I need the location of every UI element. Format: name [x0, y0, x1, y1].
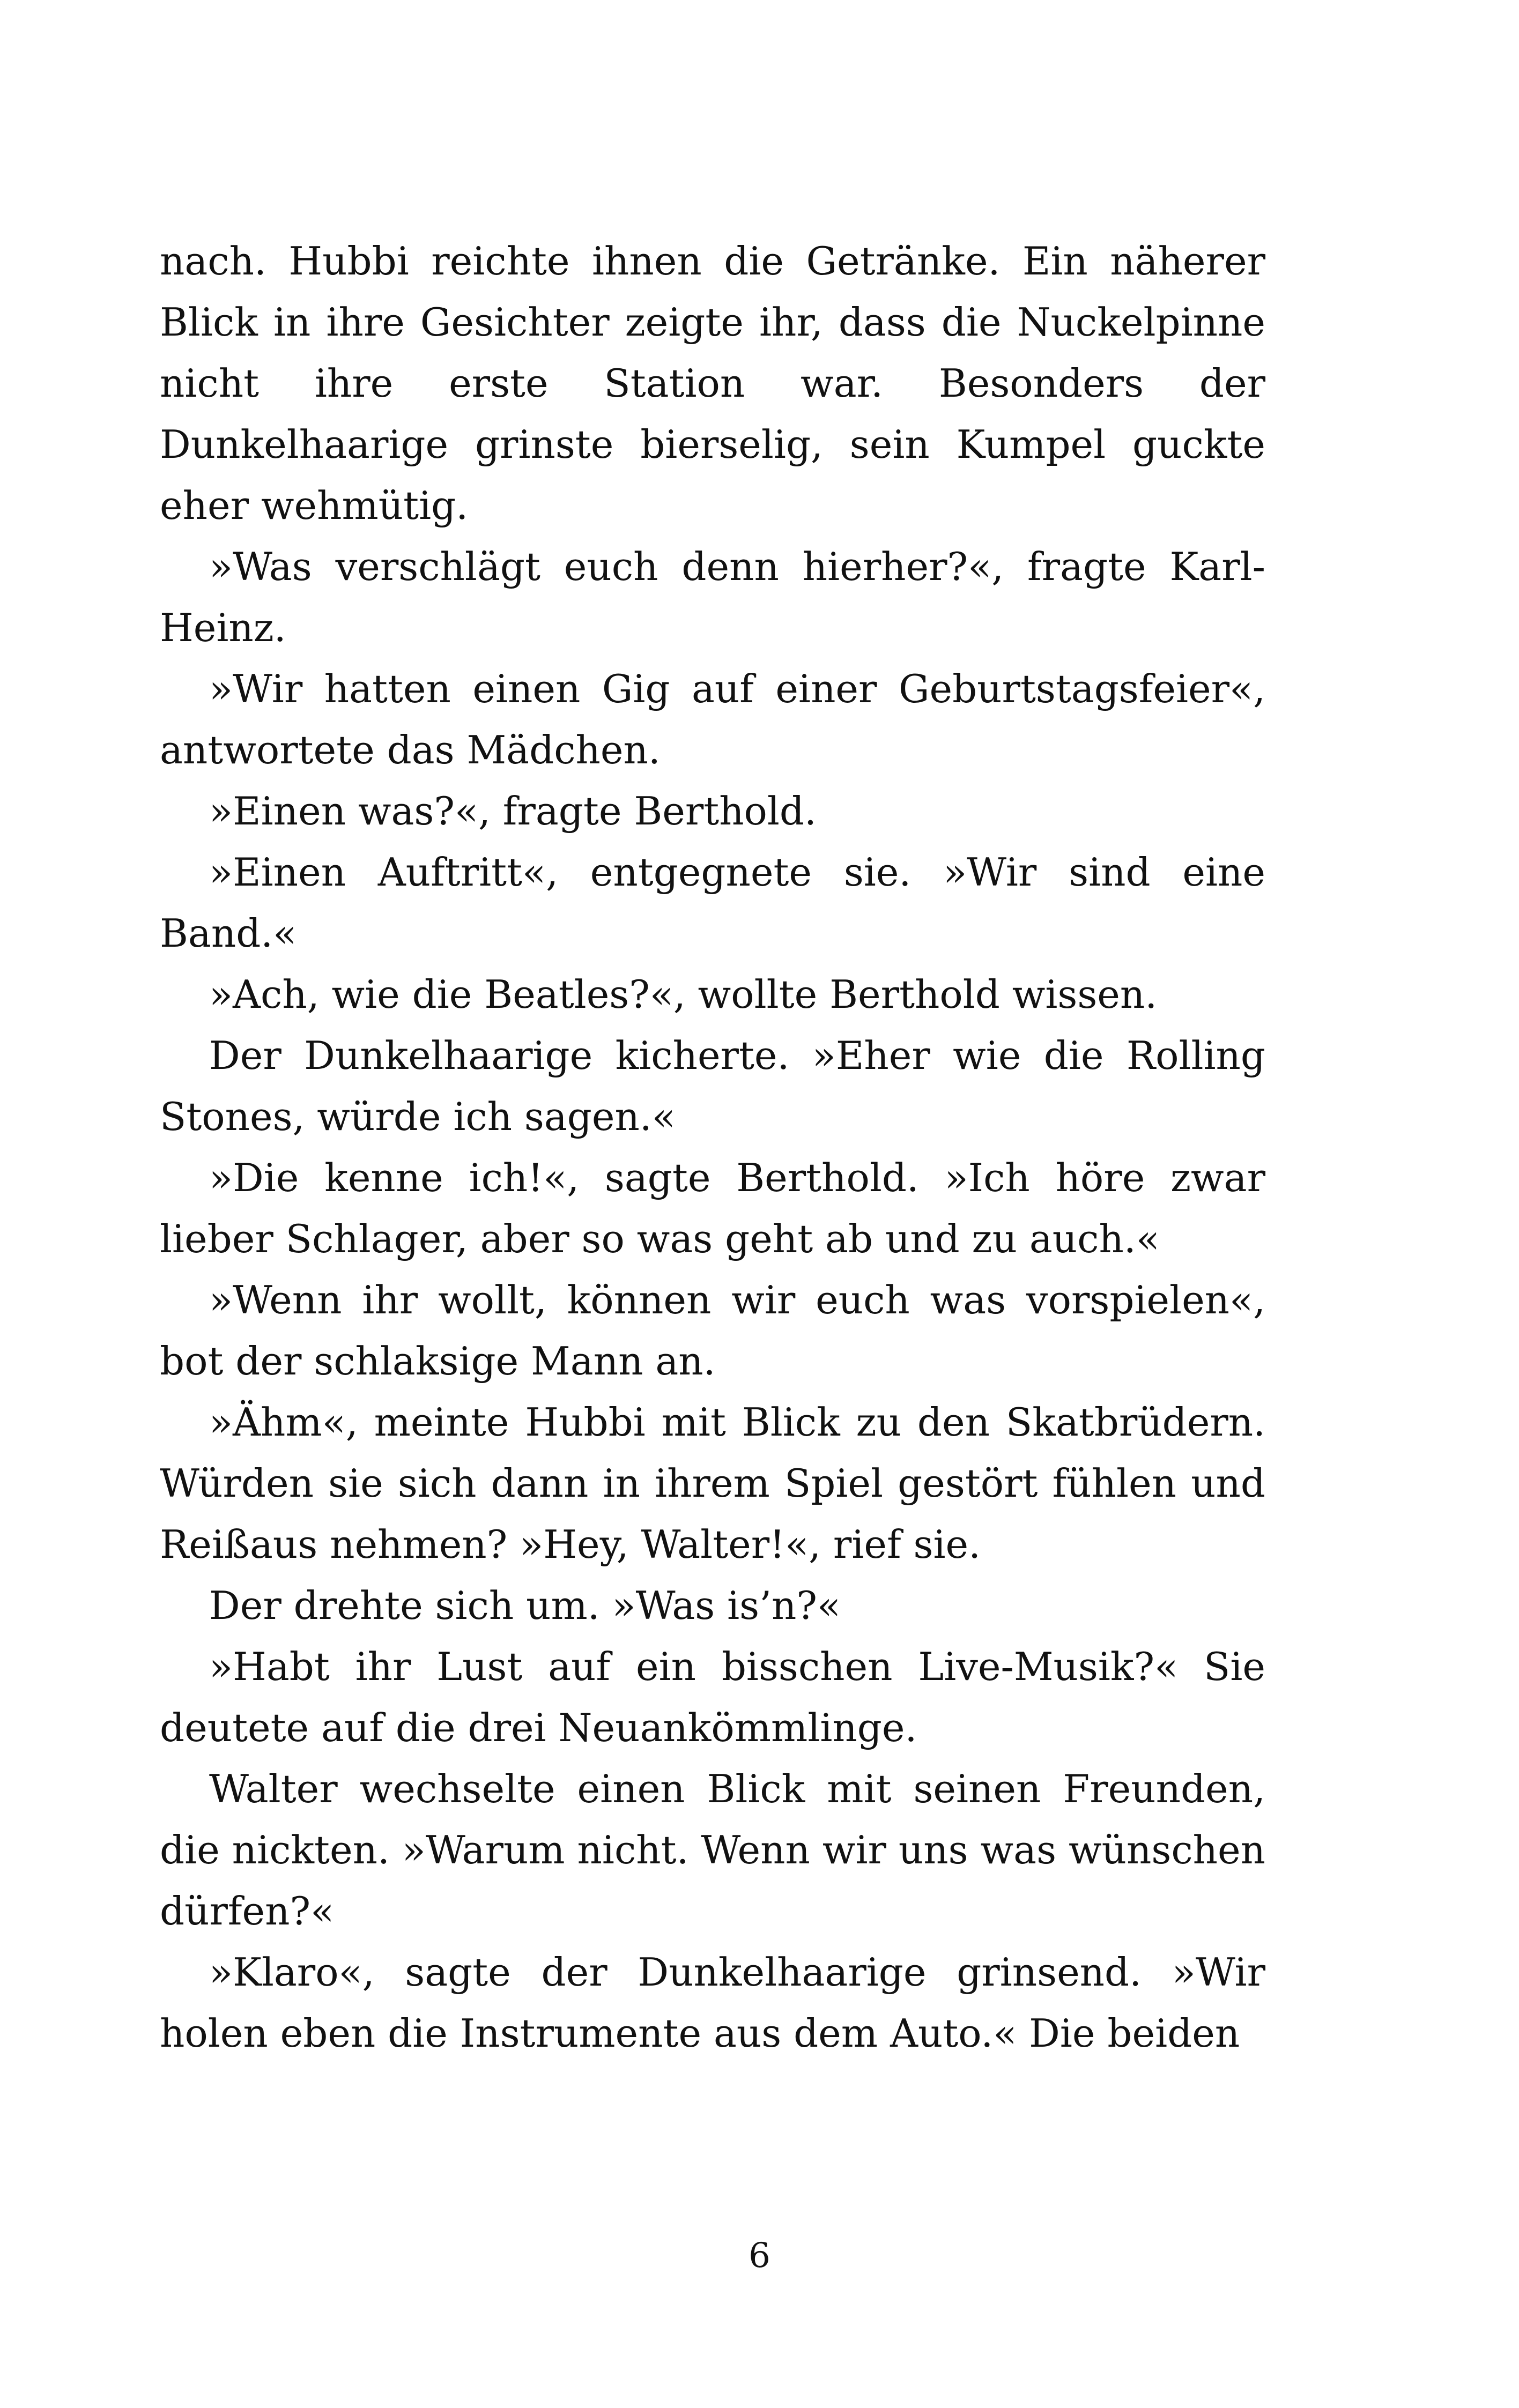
- paragraph: »Einen Auftritt«, entgegnete sie. »Wir sind eine Band.«: [160, 850, 1265, 956]
- page-body: [160, 231, 1265, 2160]
- paragraph: »Ach, wie die Beatles?«, wollte Berthold wissen.: [209, 972, 1158, 1017]
- paragraph: »Ähm«, meinte Hubbi mit Blick zu den Skatbrüdern. Würden sie sich dann in ihrem Spiel gestört fühlen und Reißaus nehmen? »Hey, Walter!«, rief sie.: [160, 1400, 1265, 1567]
- paragraph: Der drehte sich um. »Was is’n?«: [209, 1583, 841, 1628]
- paragraph: »Die kenne ich!«, sagte Berthold. »Ich höre zwar lieber Schlager, aber so was geht ab und zu auch.«: [160, 1155, 1265, 1261]
- paragraph: »Was verschlägt euch denn hierher?«, fragte Karl-Heinz.: [160, 544, 1265, 650]
- paragraph: »Klaro«, sagte der Dunkelhaarige grinsend. »Wir holen eben die Instrumente aus dem Auto.« Die beiden: [160, 1950, 1265, 2056]
- paragraph: nach. Hubbi reichte ihnen die Getränke. Ein näherer Blick in ihre Gesichter zeigte ihr, dass die Nuckelpinne nicht ihre erste Station war. Besonders der Dunkelhaarige grinste bierselig, sein Kumpel guckte eher wehmütig.: [160, 239, 1265, 528]
- paragraph: Walter wechselte einen Blick mit seinen Freunden, die nickten. »Warum nicht. Wenn wir uns was wünschen dürfen?«: [160, 1766, 1265, 1934]
- paragraph: »Wir hatten einen Gig auf einer Geburtstagsfeier«, antwortete das Mädchen.: [160, 666, 1265, 772]
- paragraph: Der Dunkelhaarige kicherte. »Eher wie die Rolling Stones, würde ich sagen.«: [160, 1033, 1265, 1139]
- page-number: 6: [749, 2236, 770, 2276]
- paragraph: »Wenn ihr wollt, können wir euch was vorspielen«, bot der schlaksige Mann an.: [160, 1277, 1265, 1384]
- paragraph: »Habt ihr Lust auf ein bisschen Live-Musik?« Sie deutete auf die drei Neuankömmlinge.: [160, 1644, 1265, 1750]
- paragraph: »Einen was?«, fragte Berthold.: [209, 789, 817, 834]
